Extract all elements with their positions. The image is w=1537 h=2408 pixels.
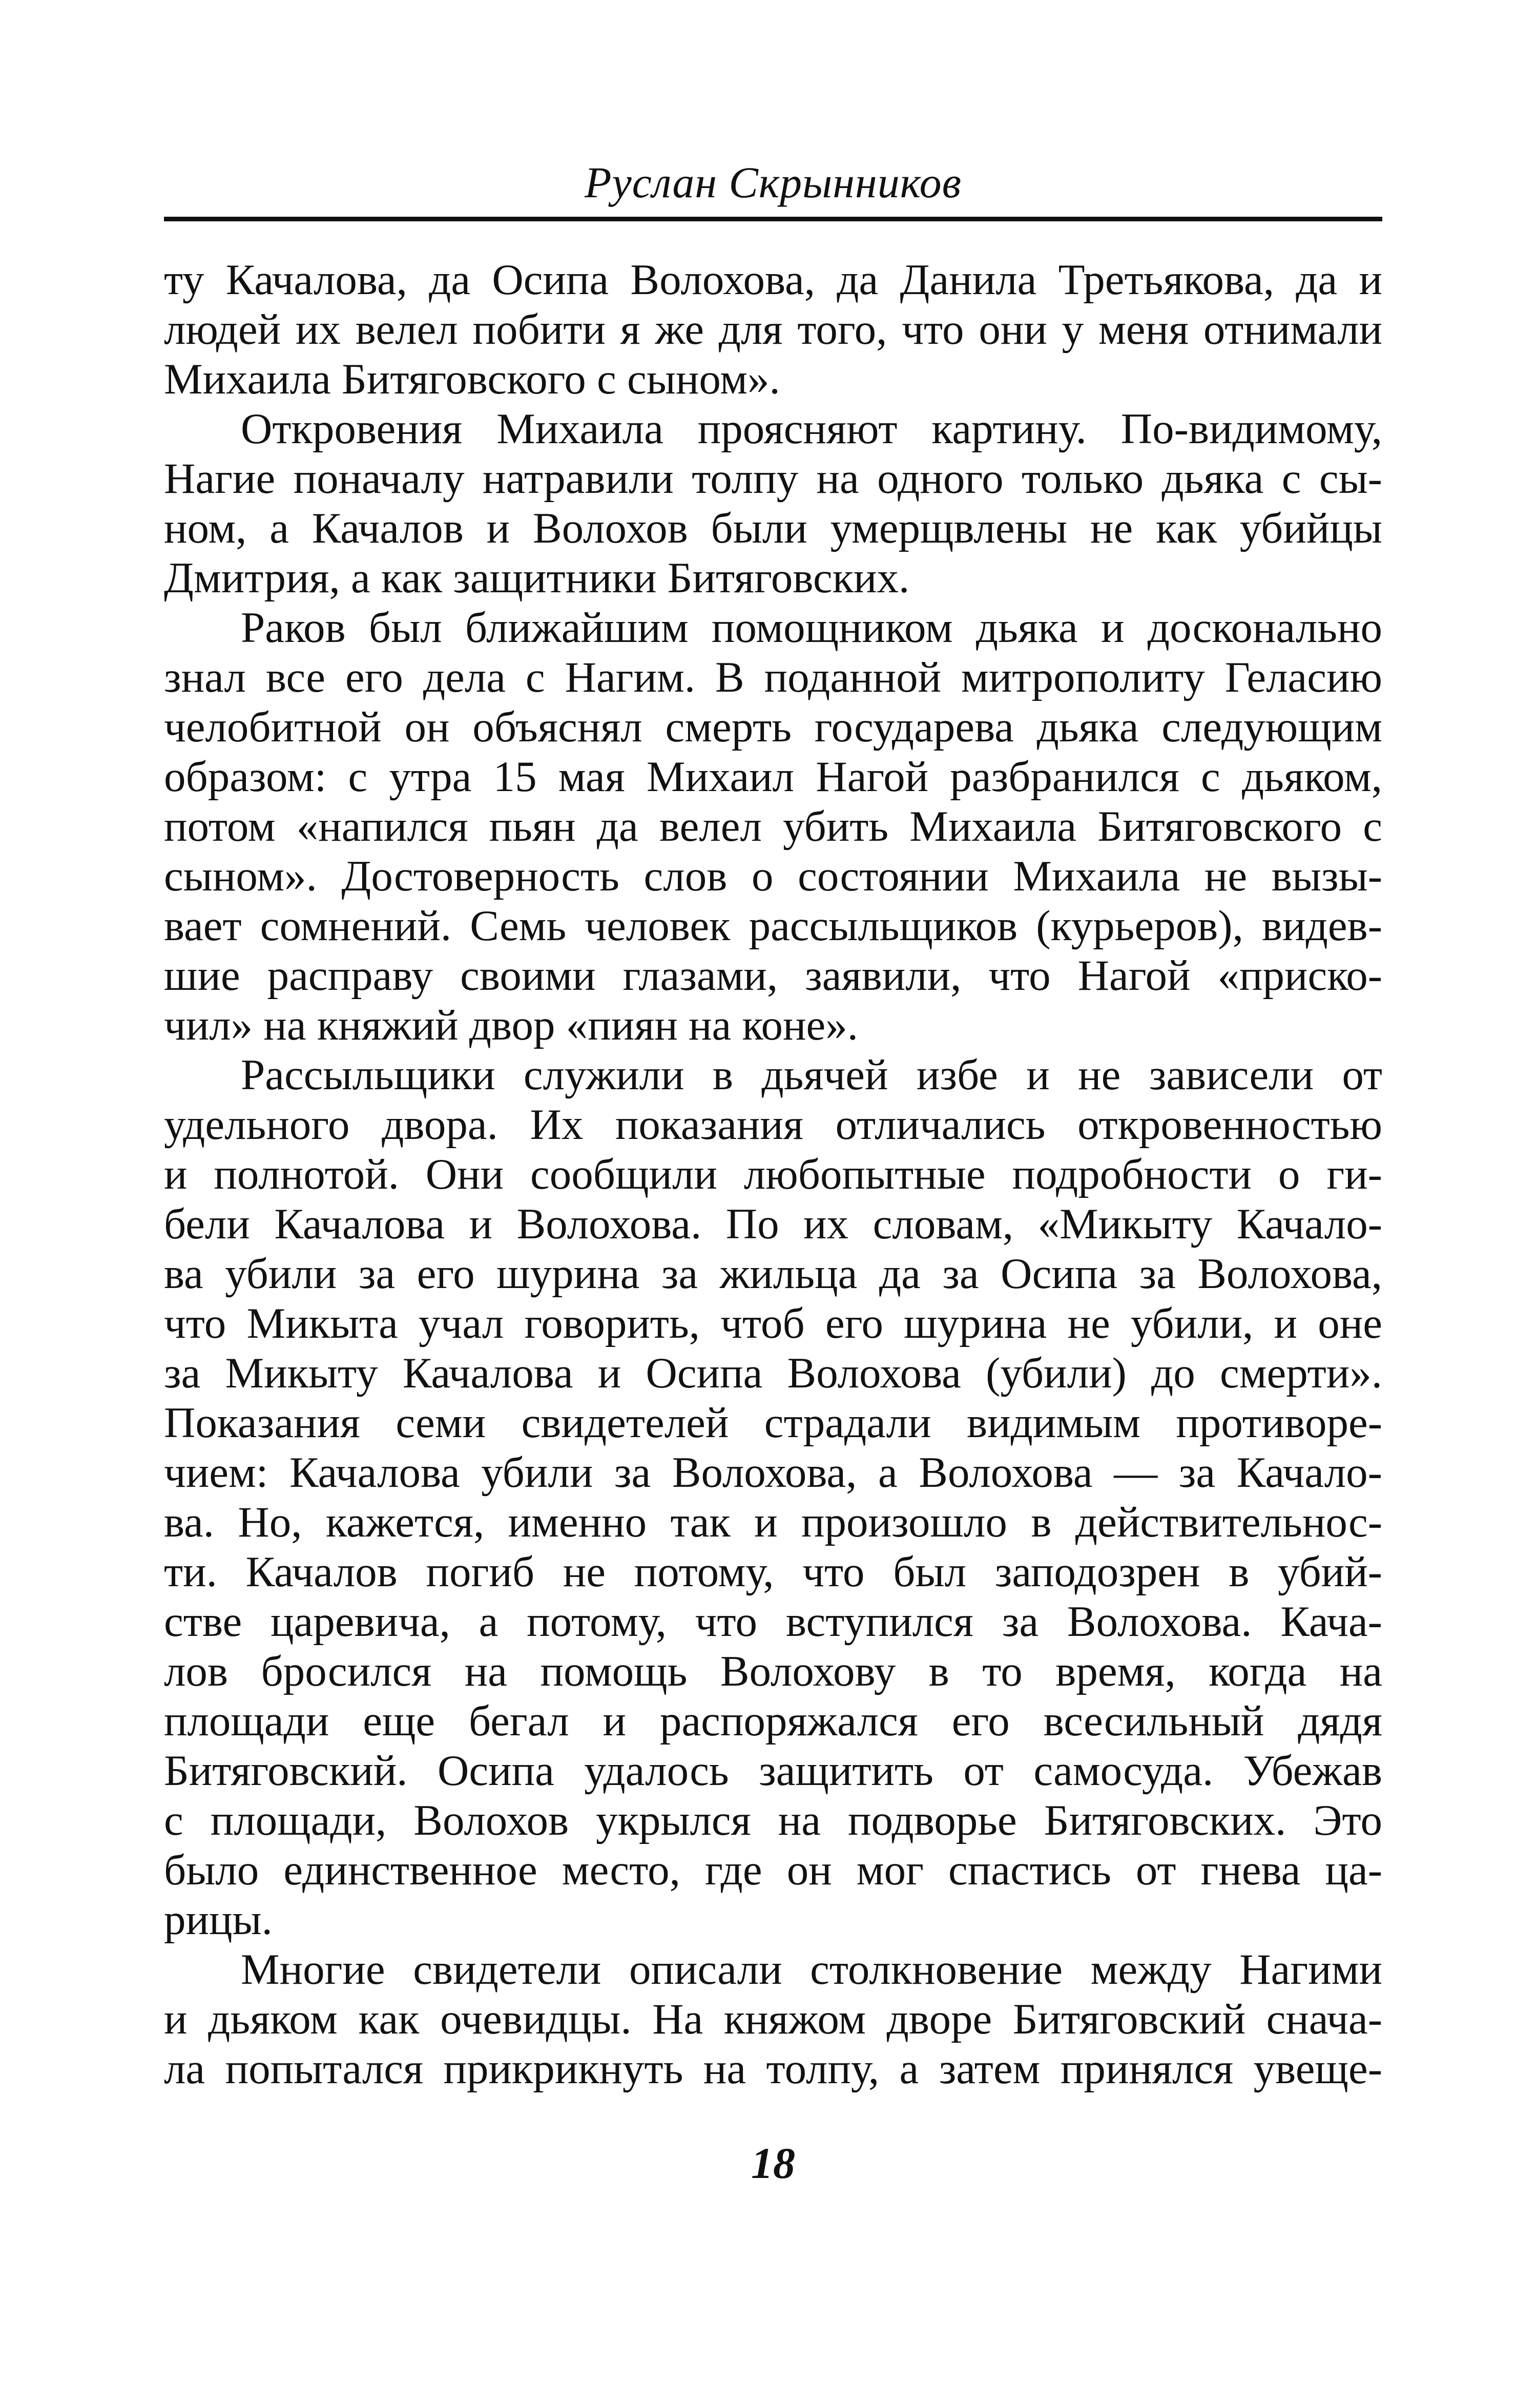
- text-line: образом: с утра 15 мая Михаил Нагой разбранился с дьяком,: [164, 753, 1382, 801]
- text-line: Многие свидетели описали столкновение между Нагими: [241, 1945, 1382, 1994]
- text-line: и полнотой. Они сообщили любопытные подробности о ги-: [164, 1150, 1382, 1198]
- running-head-title: Руслан Скрынников: [584, 158, 962, 207]
- text-line: вает сомнений. Семь человек рассыльщиков (курьеров), видев-: [164, 902, 1382, 950]
- paragraph-4: [164, 1050, 1382, 1945]
- body-text: [164, 255, 1382, 2094]
- paragraph-1: [164, 255, 1382, 404]
- text-line: удельного двора. Их показания отличались откровенностью: [164, 1101, 1382, 1149]
- text-line: за Микыту Качалова и Осипа Волохова (убили) до смерти».: [164, 1349, 1382, 1397]
- paragraph-2: [164, 404, 1382, 603]
- text-line: шие расправу своими глазами, заявили, что Нагой «приско-: [164, 951, 1382, 1000]
- text-line: чил» на княжий двор «пиян на коне».: [164, 1001, 858, 1049]
- page-number: 18: [751, 2139, 795, 2188]
- text-line: площади еще бегал и распоряжался его всесильный дядя: [164, 1697, 1382, 1745]
- text-line: Битяговский. Осипа удалось защитить от самосуда. Убежав: [164, 1747, 1382, 1795]
- text-line: ва. Но, кажется, именно так и произошло в действительнос-: [164, 1498, 1382, 1546]
- text-line: Дмитрия, а как защитники Битяговских.: [164, 554, 910, 602]
- text-line: рицы.: [164, 1896, 273, 1944]
- text-line: ла попытался прикрикнуть на толпу, а затем принялся увеще-: [164, 2045, 1382, 2093]
- text-line: ва убили за его шурина за жильца да за Осипа за Волохова,: [164, 1250, 1382, 1298]
- text-line: людей их велел побити я же для того, что они у меня отнимали: [164, 305, 1382, 354]
- text-line: стве царевича, а потому, что вступился за Волохова. Кача-: [164, 1597, 1382, 1646]
- paragraph-5: [164, 1945, 1382, 2094]
- text-line: лов бросился на помощь Волохову в то время, когда на: [164, 1647, 1382, 1695]
- text-line: челобитной он объяснял смерть государева дьяка следующим: [164, 703, 1382, 751]
- text-line: ту Качалова, да Осипа Волохова, да Данила Третьякова, да и: [164, 256, 1382, 304]
- text-line: Михаила Битяговского с сыном».: [164, 355, 780, 403]
- text-line: ном, а Качалов и Волохов были умерщвлены не как убийцы: [164, 504, 1382, 552]
- text-line: Показания семи свидетелей страдали видимым противоре-: [164, 1399, 1382, 1447]
- text-line: Нагие поначалу натравили толпу на одного только дьяка с сы-: [164, 454, 1382, 503]
- text-line: потом «напился пьян да велел убить Михаила Битяговского с: [164, 802, 1382, 850]
- text-line: знал все его дела с Нагим. В поданной митрополиту Геласию: [164, 653, 1382, 701]
- text-line: чием: Качалова убили за Волохова, а Волохова — за Качало-: [164, 1448, 1382, 1497]
- text-line: сыном». Достоверность слов о состоянии Михаила не вызы-: [164, 852, 1382, 900]
- text-line: было единственное место, где он мог спастись от гнева ца-: [164, 1846, 1382, 1894]
- text-line: Рассыльщики служили в дьячей избе и не зависели от: [241, 1051, 1382, 1099]
- header-rule: [164, 217, 1382, 221]
- text-line: бели Качалова и Волохова. По их словам, «Микыту Качало-: [164, 1200, 1382, 1248]
- text-line: и дьяком как очевидцы. На княжом дворе Битяговский снача-: [164, 1995, 1382, 2043]
- text-line: Раков был ближайшим помощником дьяка и досконально: [241, 604, 1382, 652]
- text-line: с площади, Волохов укрылся на подворье Битяговских. Это: [164, 1796, 1382, 1844]
- text-line: Откровения Михаила проясняют картину. По-видимому,: [241, 405, 1382, 453]
- paragraph-3: [164, 603, 1382, 1050]
- text-line: что Микыта учал говорить, чтоб его шурина не убили, и оне: [164, 1299, 1382, 1347]
- text-line: ти. Качалов погиб не потому, что был заподозрен в убий-: [164, 1548, 1382, 1596]
